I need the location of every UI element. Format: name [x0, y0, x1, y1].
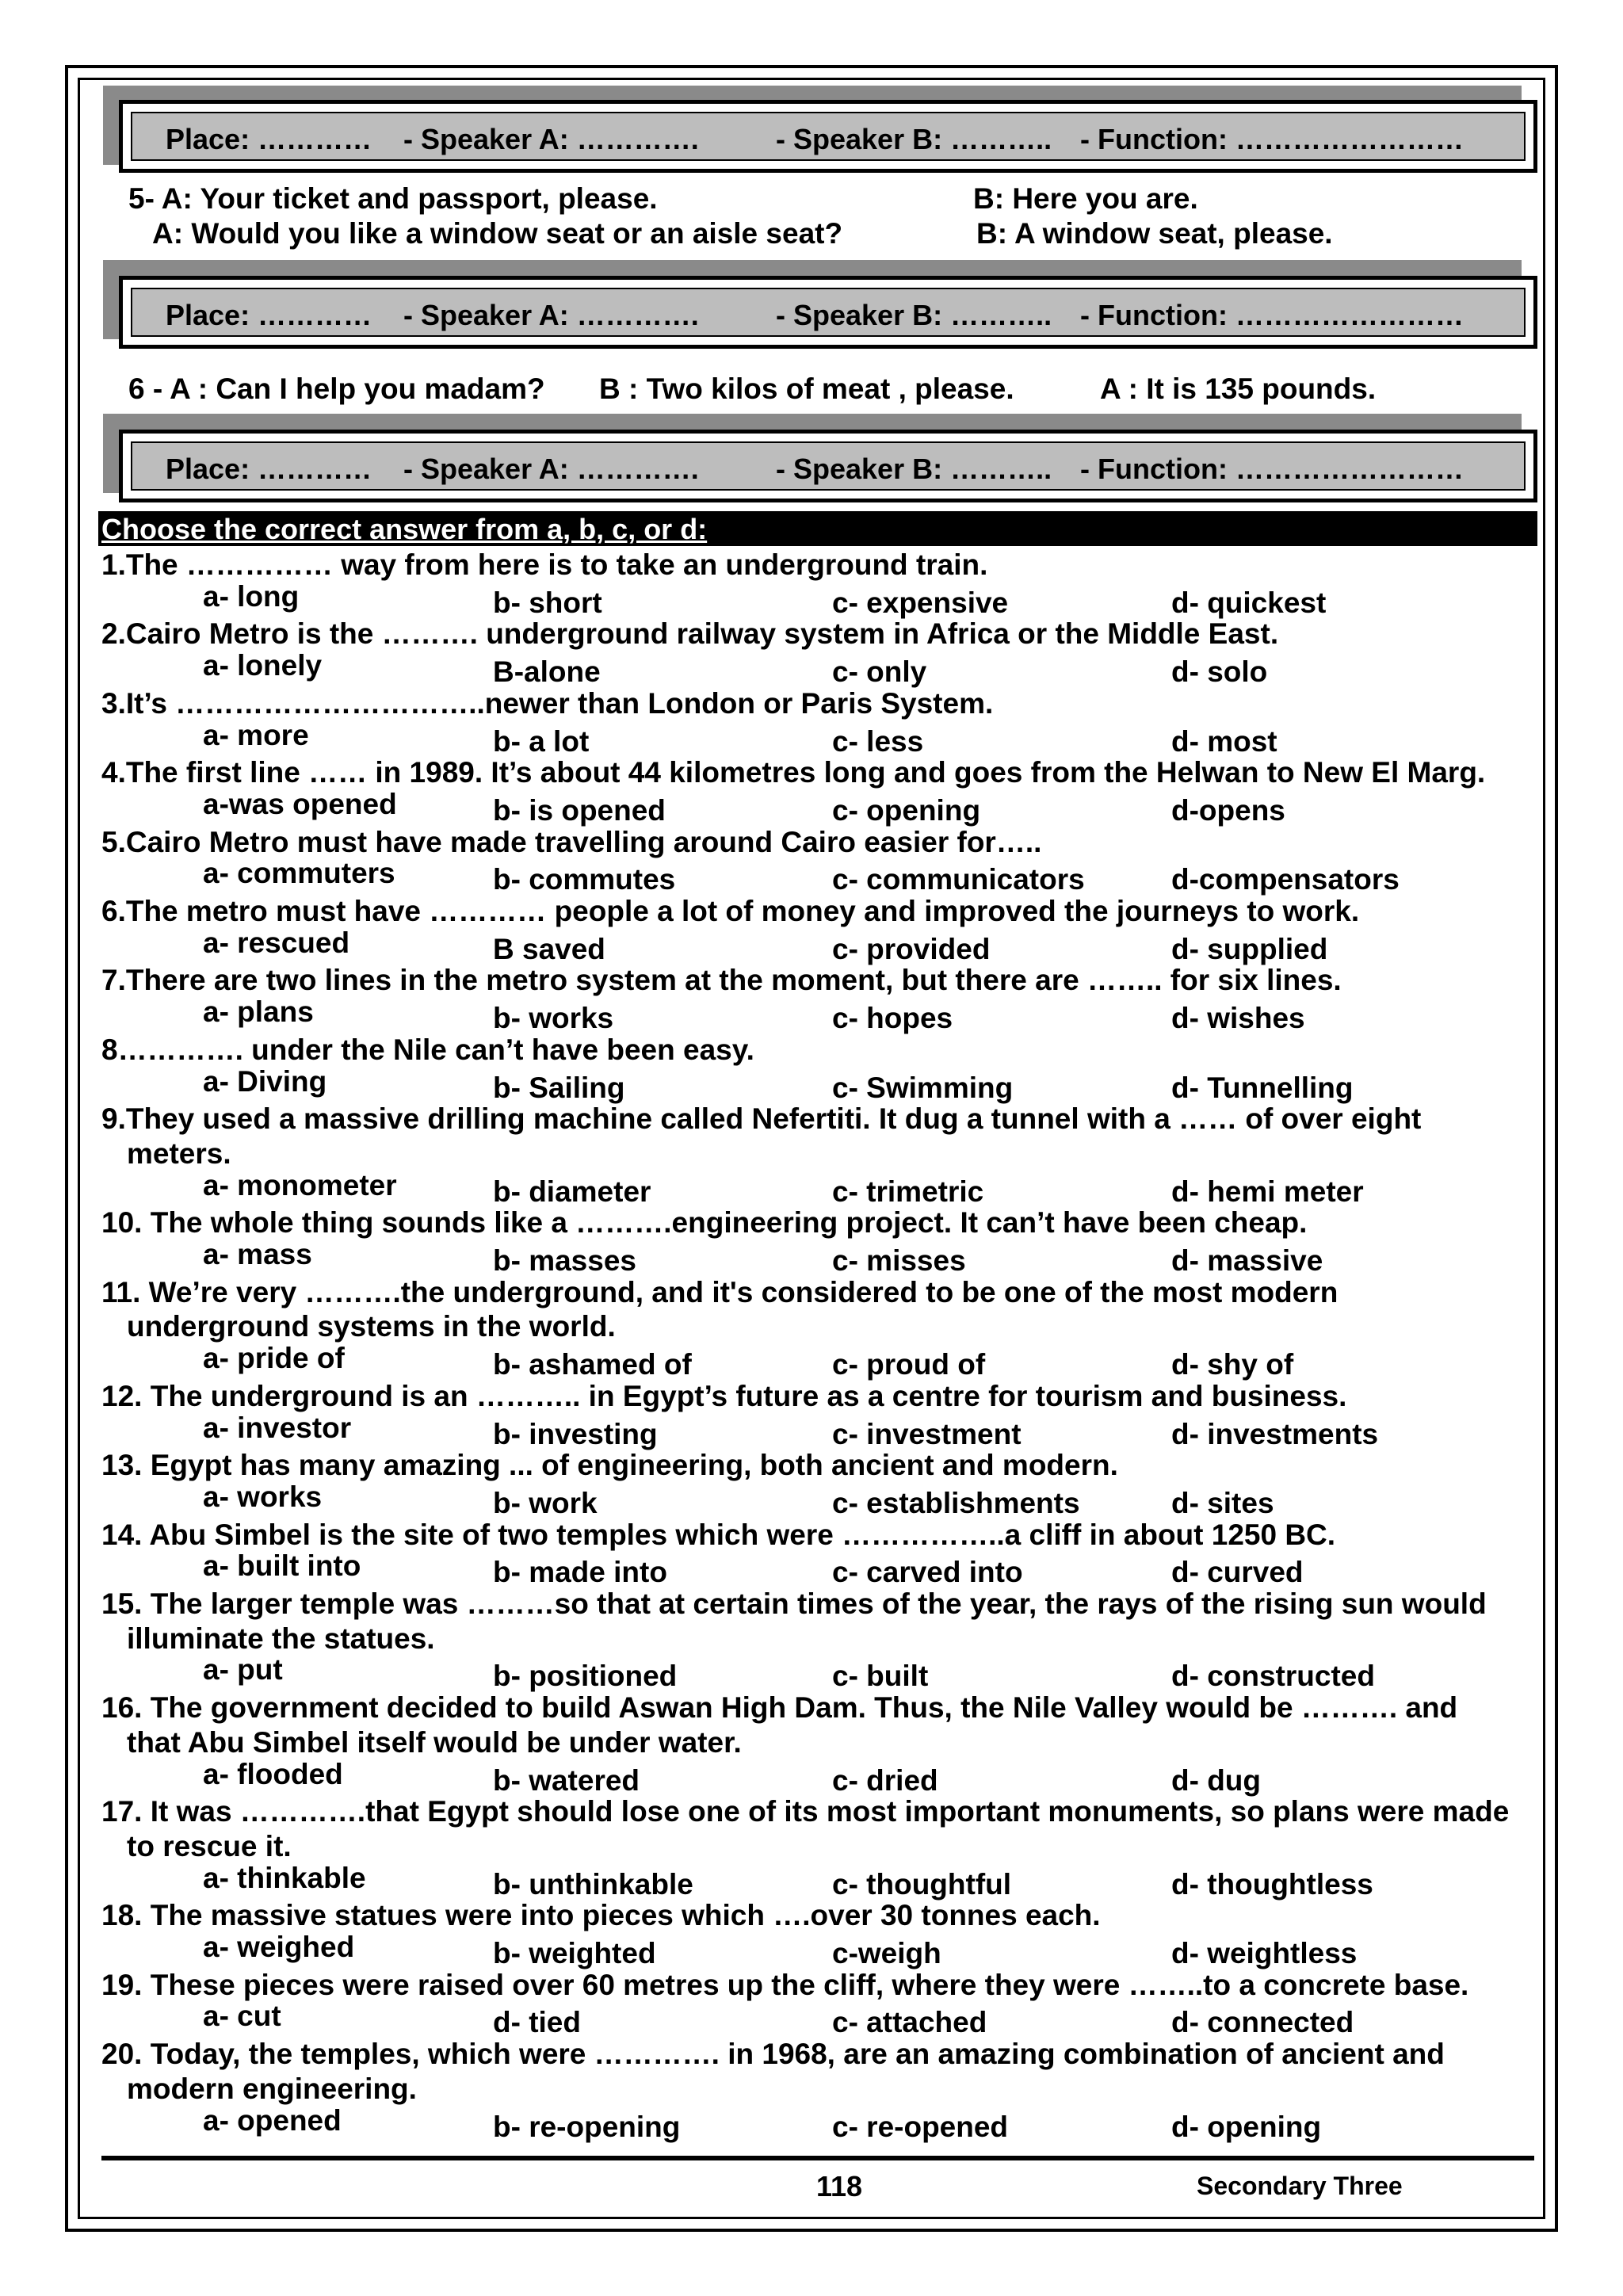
answer-option-c[interactable]: c-weigh: [832, 1937, 941, 1969]
question-stem: 16. The government decided to build Aswan High Dam. Thus, the Nile Valley would be ………. and: [101, 1691, 1458, 1725]
answer-option-a[interactable]: a- thinkable: [203, 1861, 366, 1894]
question-stem-continued: underground systems in the world.: [127, 1310, 616, 1343]
dialogue-line: B: A window seat, please.: [976, 217, 1333, 250]
answer-option-d[interactable]: d- solo: [1171, 655, 1268, 689]
question-stem: 18. The massive statues were into pieces which ….over 30 tonnes each.: [101, 1899, 1101, 1932]
answer-option-b[interactable]: b- Sailing: [493, 1071, 625, 1104]
answer-option-d[interactable]: d- opening: [1171, 2110, 1322, 2143]
answer-option-c[interactable]: c- opening: [832, 793, 981, 827]
answer-option-a[interactable]: a- mass: [203, 1238, 312, 1270]
answer-option-b[interactable]: b- a lot: [493, 724, 590, 758]
answer-option-c[interactable]: c- establishments: [832, 1486, 1080, 1519]
function-label: - Function: ……………………: [1080, 453, 1464, 485]
answer-option-d[interactable]: d- thoughtless: [1171, 1867, 1373, 1901]
answer-option-d[interactable]: d- hemi meter: [1171, 1175, 1364, 1208]
speaker-b-label: - Speaker B: ………..: [776, 453, 1052, 485]
answer-option-d[interactable]: d- connected: [1171, 2006, 1354, 2039]
answer-option-a[interactable]: a- flooded: [203, 1757, 343, 1790]
answer-option-d[interactable]: d- Tunnelling: [1171, 1071, 1354, 1104]
answer-option-c[interactable]: c- only: [832, 655, 927, 689]
question-stem: 8…………. under the Nile can’t have been easy.: [101, 1033, 754, 1066]
answer-option-b[interactable]: b- made into: [493, 1556, 667, 1589]
answer-option-c[interactable]: c- expensive: [832, 586, 1009, 619]
answer-option-d[interactable]: d- investments: [1171, 1417, 1379, 1450]
answer-option-d[interactable]: d- constructed: [1171, 1660, 1375, 1693]
label-box-fill: [131, 112, 1526, 161]
speaker-b-label: - Speaker B: ………..: [776, 123, 1052, 155]
question-stem: 9.They used a massive drilling machine called Nefertiti. It dug a tunnel with a …… of over eight: [101, 1102, 1422, 1136]
answer-option-c[interactable]: c- hopes: [832, 1002, 953, 1035]
function-label: - Function: ……………………: [1080, 123, 1464, 155]
place-label: Place: …………: [166, 453, 372, 485]
answer-option-d[interactable]: d- shy of: [1171, 1348, 1294, 1381]
speaker-a-label: - Speaker A: ………….: [403, 453, 699, 485]
question-stem: 1.The …………… way from here is to take an underground train.: [101, 548, 988, 581]
answer-option-a[interactable]: a-was opened: [203, 787, 397, 820]
answer-option-c[interactable]: c- less: [832, 724, 924, 758]
grade-level: Secondary Three: [1197, 2172, 1403, 2200]
answer-option-d[interactable]: d- curved: [1171, 1556, 1304, 1589]
answer-option-c[interactable]: c- proud of: [832, 1348, 986, 1381]
answer-option-c[interactable]: c- misses: [832, 1244, 966, 1277]
question-stem-continued: meters.: [127, 1137, 231, 1170]
answer-option-b[interactable]: b- masses: [493, 1244, 636, 1277]
answer-option-d[interactable]: d- sites: [1171, 1486, 1274, 1519]
answer-option-a[interactable]: a- pride of: [203, 1342, 345, 1375]
section-banner: [98, 511, 1537, 546]
answer-option-b[interactable]: b- work: [493, 1486, 598, 1519]
answer-option-b[interactable]: b- re-opening: [493, 2110, 681, 2143]
answer-option-a[interactable]: a- built into: [203, 1549, 361, 1583]
answer-option-a[interactable]: a- cut: [203, 2000, 281, 2033]
question-stem: 11. We’re very ……….the underground, and it's considered to be one of the most modern: [101, 1275, 1338, 1308]
question-stem: 7.There are two lines in the metro system at the moment, but there are …….. for six lines.: [101, 964, 1342, 997]
answer-option-c[interactable]: c- trimetric: [832, 1175, 984, 1208]
answer-option-a[interactable]: a- put: [203, 1653, 283, 1687]
answer-option-d[interactable]: d-compensators: [1171, 863, 1400, 896]
answer-option-a[interactable]: a- rescued: [203, 926, 350, 959]
place-label: Place: …………: [166, 123, 372, 155]
answer-option-b[interactable]: b- works: [493, 1002, 614, 1035]
question-stem: 3.It’s …………………………..newer than London or Paris System.: [101, 686, 994, 720]
place-label: Place: …………: [166, 299, 372, 331]
answer-option-d[interactable]: d- wishes: [1171, 1002, 1305, 1035]
answer-option-b[interactable]: b- is opened: [493, 793, 666, 827]
label-box-fill: [131, 441, 1526, 491]
dialogue-line: 5- A: Your ticket and passport, please.: [128, 182, 658, 215]
answer-option-b[interactable]: b- watered: [493, 1763, 640, 1797]
answer-option-c[interactable]: c- re-opened: [832, 2110, 1009, 2143]
dialogue-line: B : Two kilos of meat , please.: [599, 372, 1014, 405]
answer-option-b[interactable]: b- unthinkable: [493, 1867, 693, 1901]
dialogue-line: B: Here you are.: [973, 182, 1198, 215]
speaker-a-label: - Speaker A: ………….: [403, 299, 699, 331]
answer-option-d[interactable]: d- weightless: [1171, 1937, 1358, 1969]
answer-option-d[interactable]: d- quickest: [1171, 586, 1327, 619]
dialogue-label-box: [119, 276, 1537, 349]
answer-option-a[interactable]: a- weighed: [203, 1931, 355, 1963]
answer-option-c[interactable]: c- carved into: [832, 1556, 1023, 1589]
label-box-fill: [131, 288, 1526, 337]
answer-option-b[interactable]: d- tied: [493, 2006, 581, 2039]
answer-option-a[interactable]: a- long: [203, 579, 300, 613]
answer-option-a[interactable]: a- investor: [203, 1411, 352, 1444]
question-stem: 19. These pieces were raised over 60 metres up the cliff, where they were ……..to a concrete base.: [101, 1968, 1469, 2001]
answer-option-a[interactable]: a- works: [203, 1480, 323, 1513]
answer-option-a[interactable]: a- lonely: [203, 649, 323, 682]
answer-option-a[interactable]: a- Diving: [203, 1064, 327, 1098]
question-stem: 14. Abu Simbel is the site of two temples which were ……………..a cliff in about 1250 BC.: [101, 1518, 1336, 1551]
question-stem: 4.The first line …… in 1989. It’s about 44 kilometres long and goes from the Helwan to New El Marg.: [101, 756, 1486, 789]
answer-option-b[interactable]: B saved: [493, 932, 605, 965]
speaker-b-label: - Speaker B: ………..: [776, 299, 1052, 331]
answer-option-a[interactable]: a- plans: [203, 995, 314, 1029]
question-stem: 15. The larger temple was ………so that at certain times of the year, the rays of the rising sun would: [101, 1587, 1487, 1620]
footer-rule: [101, 2156, 1534, 2160]
answer-option-b[interactable]: b- positioned: [493, 1660, 678, 1693]
question-stem-continued: that Abu Simbel itself would be under water.: [127, 1725, 742, 1759]
answer-option-b[interactable]: b- ashamed of: [493, 1348, 692, 1381]
answer-option-c[interactable]: c- attached: [832, 2006, 987, 2039]
answer-option-d[interactable]: d- supplied: [1171, 932, 1328, 965]
function-label: - Function: ……………………: [1080, 299, 1464, 331]
question-stem: 6.The metro must have ………… people a lot of money and improved the journeys to work.: [101, 895, 1360, 927]
answer-option-a[interactable]: a- monometer: [203, 1168, 397, 1201]
speaker-a-label: - Speaker A: ………….: [403, 123, 699, 155]
page-number: 118: [816, 2170, 863, 2202]
question-stem-continued: illuminate the statues.: [127, 1622, 435, 1655]
question-stem: 10. The whole thing sounds like a ……….engineering project. It can’t have been cheap.: [101, 1206, 1308, 1240]
answer-option-b[interactable]: b- commutes: [493, 863, 676, 896]
answer-option-c[interactable]: c- provided: [832, 932, 991, 965]
question-stem: 12. The underground is an ……….. in Egypt’s future as a centre for tourism and business.: [101, 1379, 1347, 1412]
answer-option-c[interactable]: c- investment: [832, 1417, 1022, 1450]
answer-option-b[interactable]: b- diameter: [493, 1175, 651, 1208]
answer-option-a[interactable]: a- commuters: [203, 857, 395, 890]
answer-option-b[interactable]: b- weighted: [493, 1937, 656, 1969]
answer-option-b[interactable]: B-alone: [493, 655, 601, 689]
dialogue-label-box: [119, 100, 1537, 173]
answer-option-c[interactable]: c- dried: [832, 1763, 938, 1797]
question-stem-continued: modern engineering.: [127, 2072, 417, 2105]
answer-option-a[interactable]: a- more: [203, 718, 309, 751]
answer-option-d[interactable]: d- dug: [1171, 1763, 1262, 1797]
question-stem: 13. Egypt has many amazing ... of engineering, both ancient and modern.: [101, 1449, 1118, 1482]
answer-option-c[interactable]: c- built: [832, 1660, 929, 1693]
question-stem: 2.Cairo Metro is the ………. underground railway system in Africa or the Middle East.: [101, 617, 1279, 651]
answer-option-c[interactable]: c- communicators: [832, 863, 1085, 896]
dialogue-label-box: [119, 430, 1537, 502]
answer-option-b[interactable]: b- investing: [493, 1417, 658, 1450]
answer-option-a[interactable]: a- opened: [203, 2103, 342, 2137]
answer-option-d[interactable]: d- massive: [1171, 1244, 1323, 1277]
answer-option-c[interactable]: c- Swimming: [832, 1071, 1014, 1104]
dialogue-line: A: Would you like a window seat or an aisle seat?: [152, 217, 843, 250]
answer-option-c[interactable]: c- thoughtful: [832, 1867, 1012, 1901]
question-stem: 17. It was ………….that Egypt should lose one of its most important monuments, so plans were made: [101, 1795, 1510, 1828]
question-stem: 5.Cairo Metro must have made travelling around Cairo easier for…..: [101, 825, 1042, 858]
section-title: Choose the correct answer from a, b, c, or d:: [101, 513, 708, 545]
dialogue-line: A : It is 135 pounds.: [1100, 372, 1377, 405]
question-stem-continued: to rescue it.: [127, 1829, 292, 1862]
question-stem: 20. Today, the temples, which were …………. in 1968, are an amazing combination of ancient and: [101, 2038, 1445, 2071]
answer-option-d[interactable]: d-opens: [1171, 793, 1285, 827]
answer-option-d[interactable]: d- most: [1171, 724, 1277, 758]
answer-option-b[interactable]: b- short: [493, 586, 602, 619]
dialogue-line: 6 - A : Can I help you madam?: [128, 372, 545, 405]
